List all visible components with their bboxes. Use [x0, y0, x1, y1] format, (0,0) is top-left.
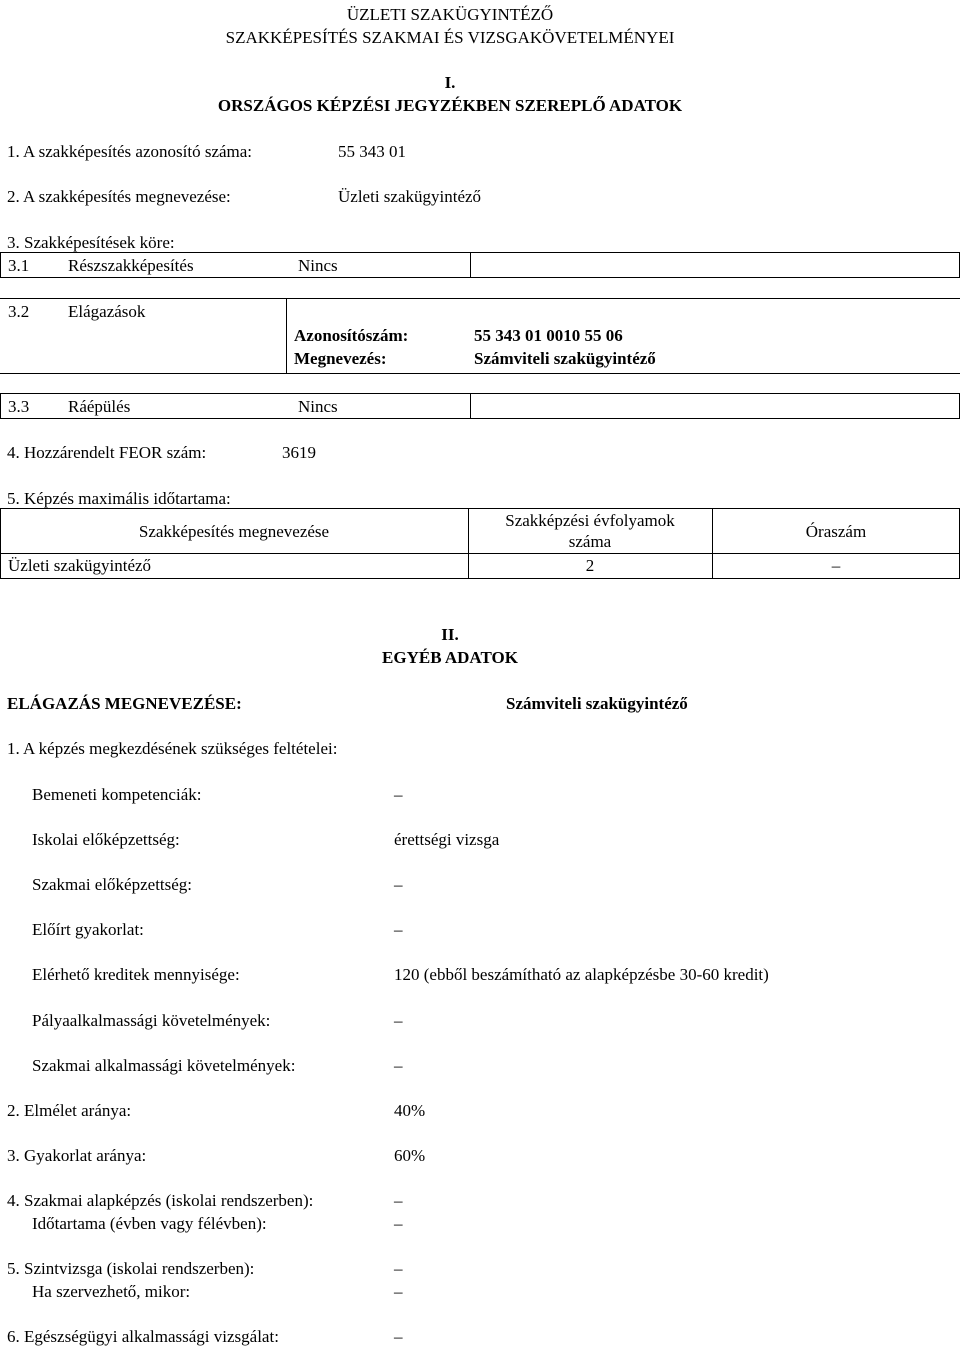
th-years-line1: Szakképzési évfolyamok — [505, 511, 675, 530]
requirements-heading: 1. A képzés megkezdésének szükséges feltételei: — [7, 739, 338, 758]
basic-training-value: – — [394, 1191, 403, 1210]
th-qualification-name: Szakképesítés megnevezése — [138, 522, 330, 541]
req-value-credits: 120 (ebből beszámítható az alapképzésbe 30-60 kredit) — [394, 965, 769, 984]
row-3-1-value: Nincs — [298, 256, 338, 275]
req-value-practice: – — [394, 920, 403, 939]
branch-value: Számviteli szakügyintéző — [506, 694, 688, 713]
row-3-3-divider — [470, 393, 471, 419]
row-3-3-value: Nincs — [298, 397, 338, 416]
item1-value: 55 343 01 — [338, 142, 406, 161]
td-years: 2 — [585, 556, 595, 575]
part2-title: EGYÉB ADATOK — [382, 648, 518, 667]
th-hours: Óraszám — [805, 522, 867, 541]
row-3-1-num: 3.1 — [8, 256, 30, 275]
part1-title: ORSZÁGOS KÉPZÉSI JEGYZÉKBEN SZEREPLŐ ADATOK — [217, 96, 683, 115]
branch-label: ELÁGAZÁS MEGNEVEZÉSE: — [7, 694, 242, 713]
req-label-credits: Elérhető kreditek mennyisége: — [32, 965, 240, 984]
part2-roman: II. — [441, 625, 459, 644]
document-subtitle: SZAKKÉPESÍTÉS SZAKMAI ÉS VIZSGAKÖVETELMÉNYEI — [225, 28, 675, 47]
health-check-value: – — [394, 1327, 403, 1346]
level-exam-when-label: Ha szervezhető, mikor: — [32, 1282, 191, 1301]
theory-ratio-label: 2. Elmélet aránya: — [7, 1101, 132, 1120]
row-3-3-box — [0, 393, 960, 419]
item2-label: 2. A szakképesítés megnevezése: — [7, 187, 231, 206]
row-3-2-num: 3.2 — [8, 302, 30, 321]
req-label-practice: Előírt gyakorlat: — [32, 920, 144, 939]
row-3-2-top-line — [0, 298, 960, 299]
level-exam-value: – — [394, 1259, 403, 1278]
req-value-school-education: érettségi vizsga — [394, 830, 500, 849]
row-3-2-divider — [286, 298, 287, 373]
basic-training-label: 4. Szakmai alapképzés (iskolai rendszerben): — [7, 1191, 314, 1210]
row-3-2-label: Elágazások — [68, 302, 146, 321]
item3-label: 3. Szakképesítések köre: — [7, 233, 175, 252]
document-title: ÜZLETI SZAKÜGYINTÉZŐ — [346, 5, 554, 24]
item4-value: 3619 — [282, 443, 316, 462]
item2-value: Üzleti szakügyintéző — [338, 187, 482, 206]
td-hours: – — [831, 556, 841, 575]
req-label-career-fitness: Pályaalkalmassági követelmények: — [32, 1011, 271, 1030]
row-3-3-label: Ráépülés — [68, 397, 131, 416]
basic-training-duration-label: Időtartama (évben vagy félévben): — [32, 1214, 267, 1233]
practice-ratio-value: 60% — [394, 1146, 426, 1165]
duration-table-row-line — [0, 553, 960, 554]
level-exam-when-value: – — [394, 1282, 403, 1301]
branch-id-value: 55 343 01 0010 55 06 — [474, 326, 623, 345]
req-value-career-fitness: – — [394, 1011, 403, 1030]
branch-id-label: Azonosítószám: — [294, 326, 409, 345]
branch-name-value: Számviteli szakügyintéző — [474, 349, 656, 368]
row-3-1-label: Részszakképesítés — [68, 256, 194, 275]
row-3-2-bottom-line — [0, 373, 960, 374]
item5-label: 5. Képzés maximális időtartama: — [7, 489, 231, 508]
req-label-professional-fitness: Szakmai alkalmassági követelmények: — [32, 1056, 296, 1075]
row-3-1-divider — [470, 252, 471, 278]
item4-label: 4. Hozzárendelt FEOR szám: — [7, 443, 207, 462]
req-label-school-education: Iskolai előképzettség: — [32, 830, 180, 849]
req-value-professional-fitness: – — [394, 1056, 403, 1075]
th-years-line2: száma — [568, 532, 612, 551]
req-label-input-competencies: Bemeneti kompetenciák: — [32, 785, 202, 804]
practice-ratio-label: 3. Gyakorlat aránya: — [7, 1146, 147, 1165]
req-value-input-competencies: – — [394, 785, 403, 804]
level-exam-label: 5. Szintvizsga (iskolai rendszerben): — [7, 1259, 255, 1278]
theory-ratio-value: 40% — [394, 1101, 426, 1120]
req-label-professional-education: Szakmai előképzettség: — [32, 875, 193, 894]
item1-label: 1. A szakképesítés azonosító száma: — [7, 142, 253, 161]
health-check-label: 6. Egészségügyi alkalmassági vizsgálat: — [7, 1327, 279, 1346]
req-value-professional-education: – — [394, 875, 403, 894]
basic-training-duration-value: – — [394, 1214, 403, 1233]
branch-name-label: Megnevezés: — [294, 349, 387, 368]
td-qualification-name: Üzleti szakügyintéző — [8, 556, 152, 575]
row-3-3-num: 3.3 — [8, 397, 30, 416]
part1-roman: I. — [444, 73, 456, 92]
